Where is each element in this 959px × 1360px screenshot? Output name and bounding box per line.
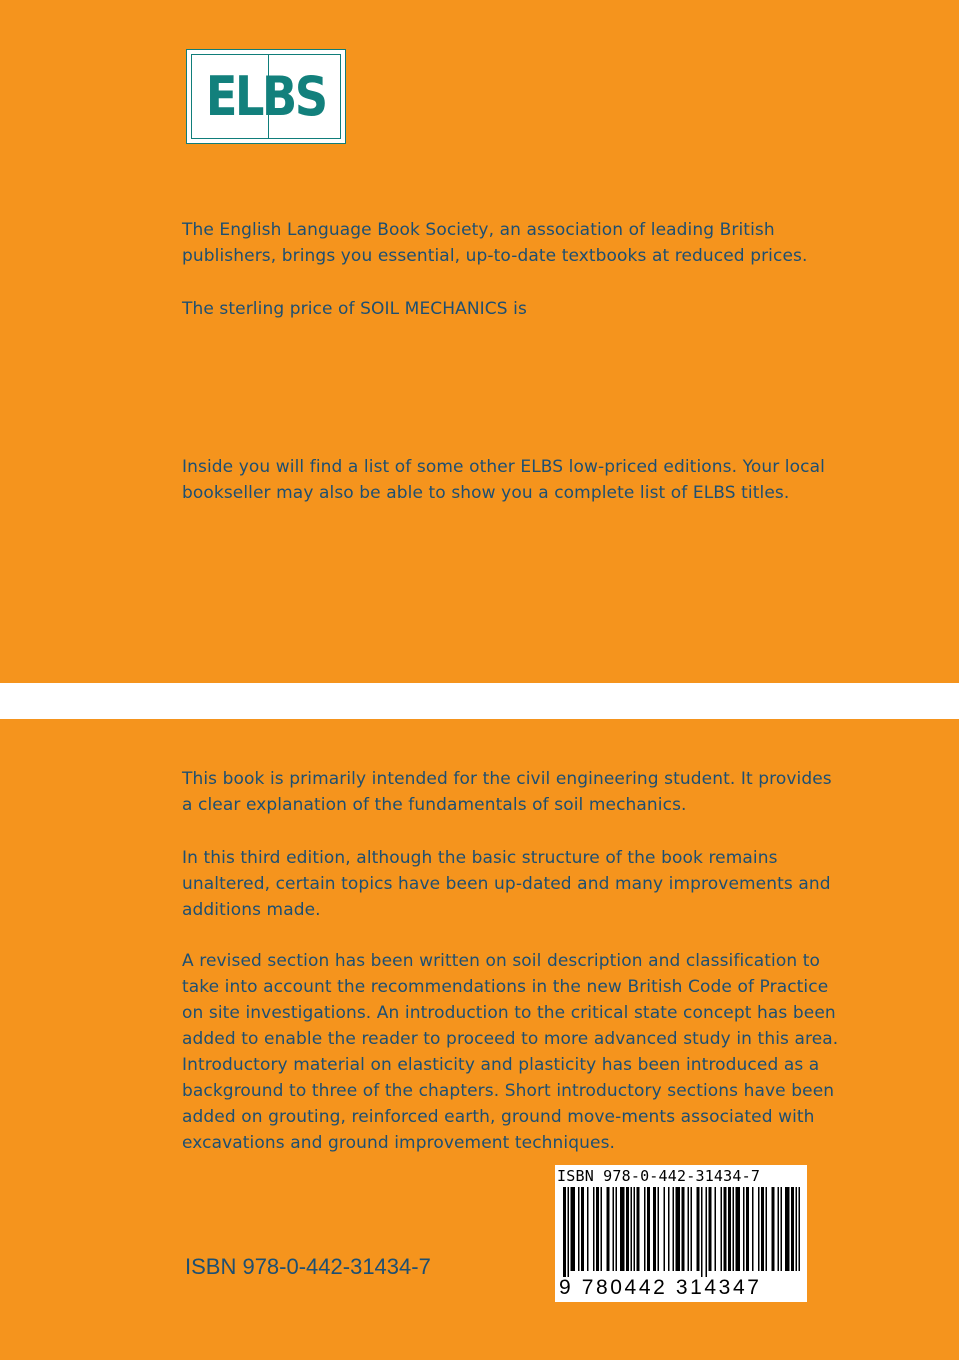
barcode-bar (785, 1187, 790, 1271)
logo-frame (191, 54, 341, 139)
barcode-bar (676, 1187, 681, 1271)
barcode-bar (724, 1187, 727, 1271)
barcode-bar (563, 1187, 566, 1277)
barcode-bar (761, 1187, 764, 1271)
price-line: The sterling price of SOIL MECHANICS is (182, 299, 527, 319)
barcode-bar (616, 1187, 618, 1271)
description-paragraph-3: A revised section has been written on soil description and classification to take into account the recommendations in the new British Code of Practice on site investigations. An introduction to the critical state concept has been added to enable the reader to proceed to more advanced study in this area. Introductory material on elasticity and plasticity has been introduced as a background to three of the chapters. Short introductory sections have been added on grouting, reinforced earth, ground move-ments associated with excavations and ground improvement techniques. (182, 951, 839, 1153)
barcode-bar (587, 1187, 589, 1271)
barcode-bars (555, 1187, 807, 1279)
barcode-bar (772, 1187, 775, 1271)
barcode-bar (647, 1187, 650, 1271)
description-paragraph-1: This book is primarily intended for the civil engineering student. It provides a clear explanation of the fundamentals of soil mechanics. (182, 769, 832, 815)
barcode-bar (691, 1187, 693, 1271)
barcode-bar (596, 1187, 599, 1271)
barcode-bar (568, 1187, 570, 1277)
barcode-bar (644, 1187, 646, 1271)
barcode-bar (752, 1187, 754, 1271)
barcode-bar (796, 1187, 798, 1271)
barcode-bar (701, 1187, 703, 1277)
inside-paragraph: Inside you will find a list of some other ELBS low-priced editions. Your local bookseller may also be able to show you a complete list of ELBS titles. (182, 457, 825, 503)
barcode-bar (758, 1187, 760, 1271)
barcode-bar (607, 1187, 610, 1271)
white-divider-band (0, 683, 959, 719)
barcode-bar (593, 1187, 595, 1271)
barcode-bar (626, 1187, 629, 1271)
barcode-bar (682, 1187, 685, 1271)
barcode (555, 1165, 807, 1302)
barcode-bar (601, 1187, 603, 1271)
elbs-logo (186, 49, 346, 144)
barcode-isbn-label: ISBN 978-0-442-31434-7 (557, 1167, 761, 1185)
barcode-bar (736, 1187, 741, 1271)
barcode-bar (613, 1187, 615, 1271)
barcode-bar (743, 1187, 745, 1271)
barcode-bar (721, 1187, 723, 1271)
barcode-bar (658, 1187, 660, 1271)
description-paragraph-2: In this third edition, although the basic structure of the book remains unaltered, certain topics have been up-dated and many improvements and additions made. (182, 848, 831, 920)
barcode-bar (634, 1187, 636, 1271)
logo-text: ELBS (206, 64, 326, 128)
barcode-bar (620, 1187, 625, 1271)
barcode-bar (791, 1187, 794, 1271)
barcode-bar (706, 1187, 708, 1277)
barcode-bar (578, 1187, 580, 1271)
barcode-digits: 9 780442 314347 (559, 1276, 762, 1299)
barcode-bar (746, 1187, 749, 1271)
barcode-bar (778, 1187, 780, 1271)
barcode-bar (571, 1187, 576, 1271)
barcode-bar (688, 1187, 690, 1271)
barcode-bar (581, 1187, 584, 1271)
barcode-bar (715, 1187, 717, 1271)
barcode-bar (664, 1187, 666, 1271)
barcode-bar (709, 1187, 712, 1271)
barcode-bar (653, 1187, 656, 1271)
barcode-bar (766, 1187, 768, 1271)
barcode-bar (781, 1187, 783, 1271)
barcode-bar (637, 1187, 640, 1271)
isbn-label: ISBN 978-0-442-31434-7 (185, 1254, 431, 1279)
barcode-bar (697, 1187, 700, 1271)
barcode-bar (733, 1187, 735, 1271)
barcode-bar (673, 1187, 675, 1271)
barcode-bar (728, 1187, 731, 1271)
intro-paragraph: The English Language Book Society, an association of leading British publishers, brings you essential, up-to-date textbooks at reduced prices. (182, 220, 808, 266)
barcode-bar (631, 1187, 633, 1271)
barcode-bar (668, 1187, 670, 1271)
barcode-bar (799, 1187, 801, 1271)
